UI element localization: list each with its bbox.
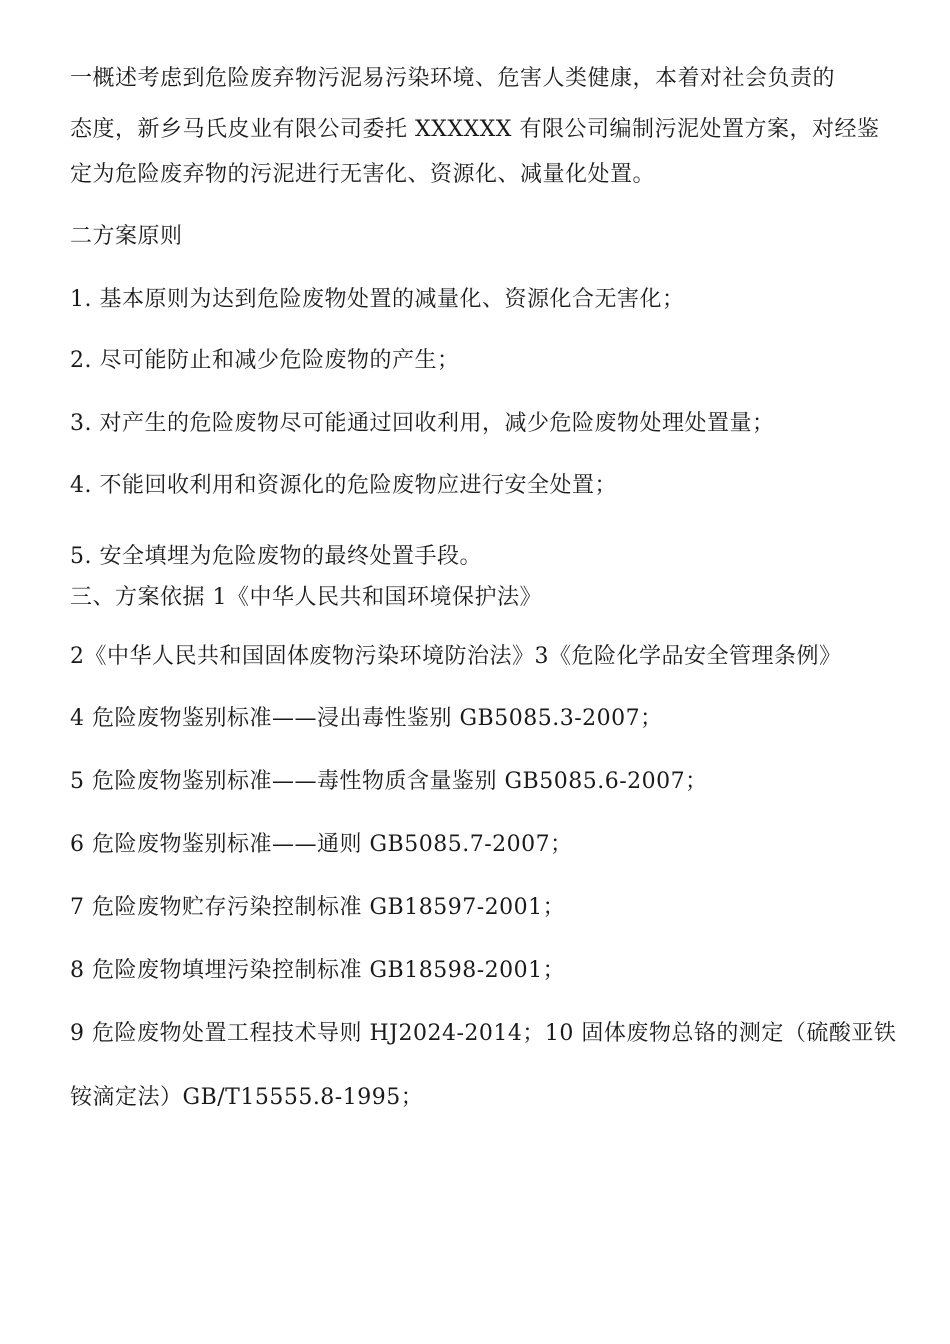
basis-item-6: 6 危险废物鉴别标准——通则 GB5085.7-2007； [70,832,573,857]
principle-item-1: 1. 基本原则为达到危险废物处置的减量化、资源化合无害化； [70,287,685,312]
basis-item-4: 4 危险废物鉴别标准——浸出毒性鉴别 GB5085.3-2007； [70,706,663,731]
principle-item-4: 4. 不能回收利用和资源化的危险废物应进行安全处置； [70,473,617,498]
basis-item-7: 7 危险废物贮存污染控制标准 GB18597-2001； [70,895,566,920]
principle-item-5: 5. 安全填埋为危险废物的最终处置手段。 [70,544,482,569]
basis-item-9-10: 9 危险废物处置工程技术导则 HJ2024-2014；10 固体废物总铬的测定（硫酸亚铁 [70,1021,897,1046]
basis-item-8: 8 危险废物填埋污染控制标准 GB18598-2001； [70,958,566,983]
intro-line-3: 定为危险废弃物的污泥进行无害化、资源化、减量化处置。 [70,162,656,187]
basis-item-2-3: 2《中华人民共和国固体废物污染环境防治法》3《危险化学品安全管理条例》 [70,644,842,669]
section-3-heading: 三、方案依据 1《中华人民共和国环境保护法》 [70,585,542,610]
basis-item-5: 5 危险废物鉴别标准——毒性物质含量鉴别 GB5085.6-2007； [70,769,708,794]
intro-line-1: 一概述考虑到危险废弃物污泥易污染环境、危害人类健康，本着对社会负责的 [70,66,836,91]
intro-line-2: 态度，新乡马氏皮业有限公司委托 XXXXXX 有限公司编制污泥处置方案，对经鉴 [70,117,880,142]
principle-item-3: 3. 对产生的危险废物尽可能通过回收利用，减少危险废物处理处置量； [70,411,775,436]
principle-item-2: 2. 尽可能防止和减少危险废物的产生； [70,348,460,373]
section-2-heading: 二方案原则 [70,224,183,249]
basis-item-10-cont: 铵滴定法）GB/T15555.8-1995； [70,1085,424,1110]
